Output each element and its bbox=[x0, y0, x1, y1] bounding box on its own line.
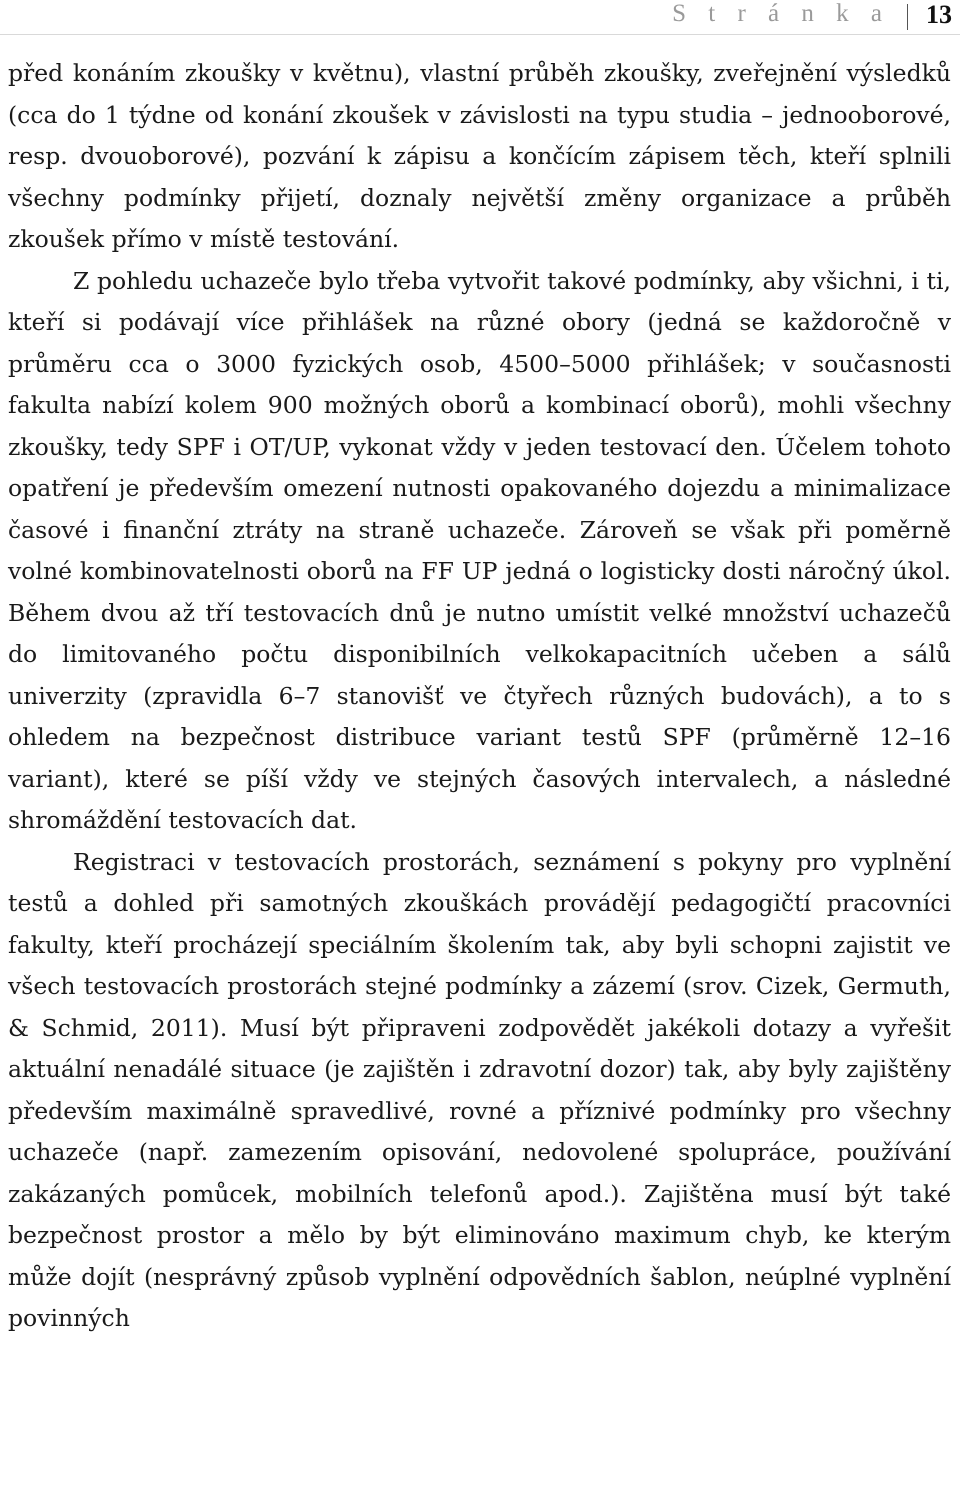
paragraph-3: Registraci v testovacích prostorách, seznámení s pokyny pro vyplnění testů a dohled při samotných zkouškách provádějí pedagogičtí pracovníci fakulty, kteří procházejí speciálním školením tak, aby byli schopni zajistit ve všech testovacích prostorách stejné podmínky a zázemí (srov. Cizek, Germuth, & Schmid, 2011). Musí být připraveni zodpovědět jakékoli dotazy a vyřešit aktuální nenadálé situace (je zajištěn i zdravotní dozor) tak, aby byly zajištěny především maximálně spravedlivé, rovné a příznivé podmínky pro všechny uchazeče (např. zamezením opisování, nedovolené spolupráce, používání zakázaných pomůcek, mobilních telefonů apod.). Zajištěna musí být také bezpečnost prostor a mělo by být eliminováno maximum chyb, ke kterým může dojít (nesprávný způsob vyplnění odpovědních šablon, neúplné vyplnění povinných bbox=[8, 847, 951, 1332]
page-label: S t r á n k a bbox=[672, 0, 890, 27]
page-header bbox=[0, 0, 960, 35]
page-number: 13 bbox=[926, 0, 952, 29]
header-separator bbox=[907, 4, 908, 30]
paragraph-1: před konáním zkoušky v květnu), vlastní průběh zkoušky, zveřejnění výsledků (cca do 1 týdne od konání zkoušek v závislosti na typu studia – jednooborové, resp. dvouoborové), pozvání k zápisu a končícím zápisem těch, kteří splnili všechny podmínky přijetí, doznaly největší změny organizace a průběh zkoušek přímo v místě testování. bbox=[8, 59, 951, 253]
body-text bbox=[8, 53, 951, 1340]
paragraph-2: Z pohledu uchazeče bylo třeba vytvořit takové podmínky, aby všichni, i ti, kteří si podávají více přihlášek na různé obory (jedná se každoročně v průměru cca o 3000 fyzických osob, 4500–5000 přihlášek; v současnosti fakulta nabízí kolem 900 možných oborů a kombinací oborů), mohli všechny zkoušky, tedy SPF i OT/UP, vykonat vždy v jeden testovací den. Účelem tohoto opatření je především omezení nutnosti opakovaného dojezdu a minimalizace časové i finanční ztráty na straně uchazeče. Zároveň se však při poměrně volné kombinovatelnosti oborů na FF UP jedná o logisticky dosti náročný úkol. Během dvou až tří testovacích dnů je nutno umístit velké množství uchazečů do limitovaného počtu disponibilních velkokapacitních učeben a sálů univerzity (zpravidla 6–7 stanovišť ve čtyřech různých budovách), a to s ohledem na bezpečnost distribuce variant testů SPF (průměrně 12–16 variant), které se píší vždy ve stejných časových intervalech, a následné shromáždění testovacích dat. bbox=[8, 266, 951, 834]
